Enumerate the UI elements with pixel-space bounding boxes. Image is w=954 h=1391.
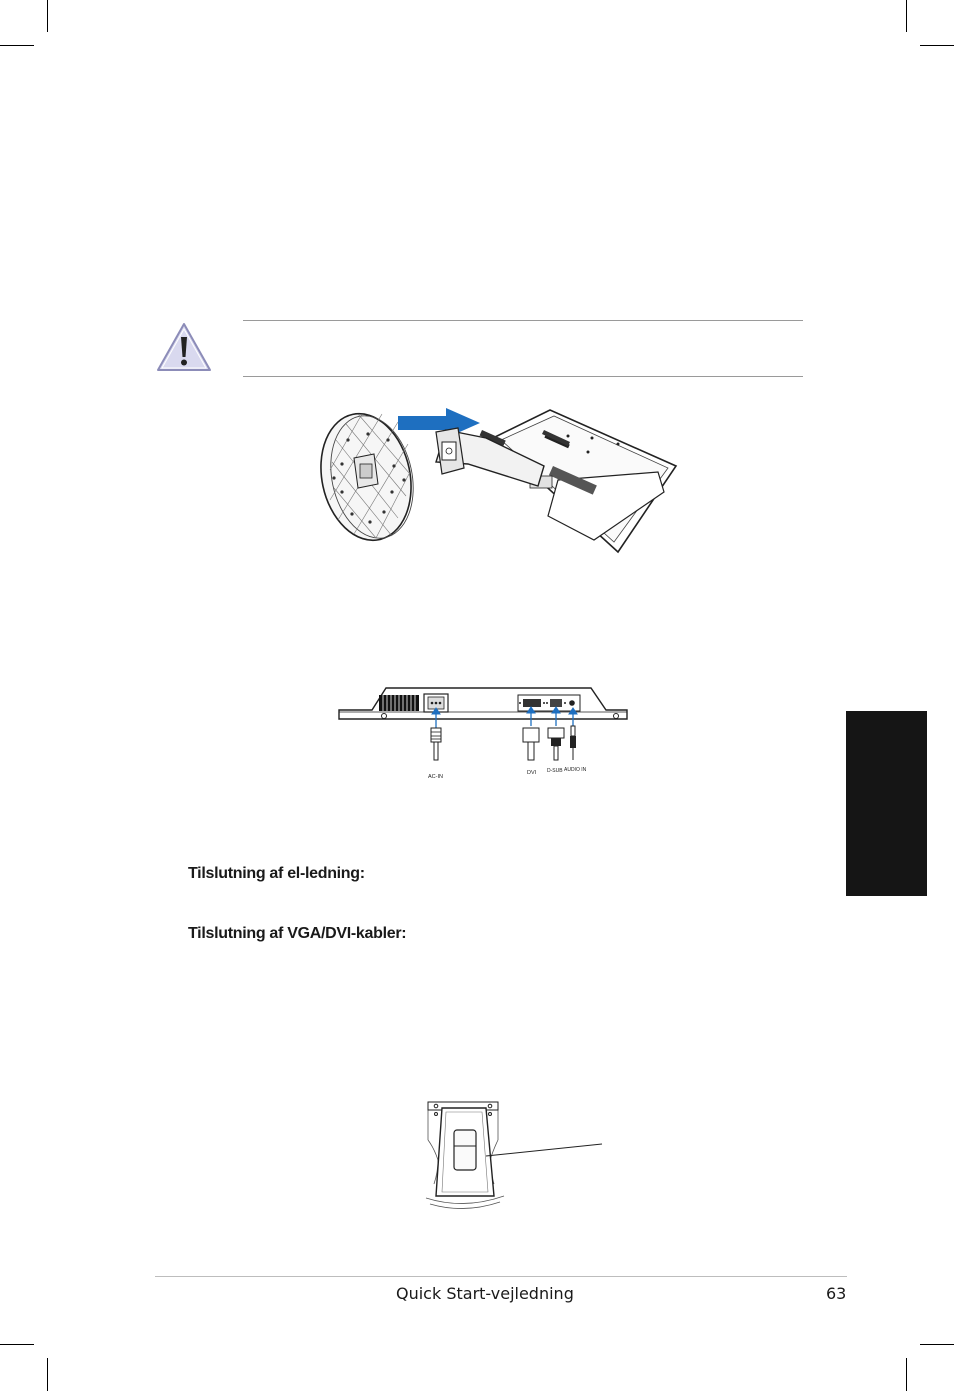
caution-rule-bottom [243,376,803,377]
page-number: 63 [826,1284,847,1303]
language-tab [846,711,927,896]
power-cord-heading: Tilslutning af el-ledning: [188,865,365,882]
footer-rule [155,1276,847,1277]
crop-mark [920,1344,954,1345]
rear-connectors-illustration [336,686,630,786]
cable-clip [454,1130,476,1170]
crop-mark [920,45,954,46]
caution-rule-top [243,320,803,321]
callout-line [486,1144,602,1156]
ac-in-label: AC-IN [428,774,443,780]
cable-clip-illustration [424,1100,606,1212]
dsub-label: D-SUB [547,768,563,774]
dvi-label: DVI [527,770,537,776]
video-cable-heading: Tilslutning af VGA/DVI-kabler: [188,925,407,942]
crop-mark [47,1358,48,1391]
crop-mark [0,45,34,46]
footer-title: Quick Start-vejledning [396,1284,574,1303]
crop-mark [906,1358,907,1391]
monitor-rear [480,410,676,552]
base-attachment-illustration [318,400,683,555]
audio-in-label: AUDIO IN [564,767,587,773]
crop-mark [47,0,48,32]
crop-mark [906,0,907,32]
warning-triangle-icon [155,321,213,373]
crop-mark [0,1344,34,1345]
